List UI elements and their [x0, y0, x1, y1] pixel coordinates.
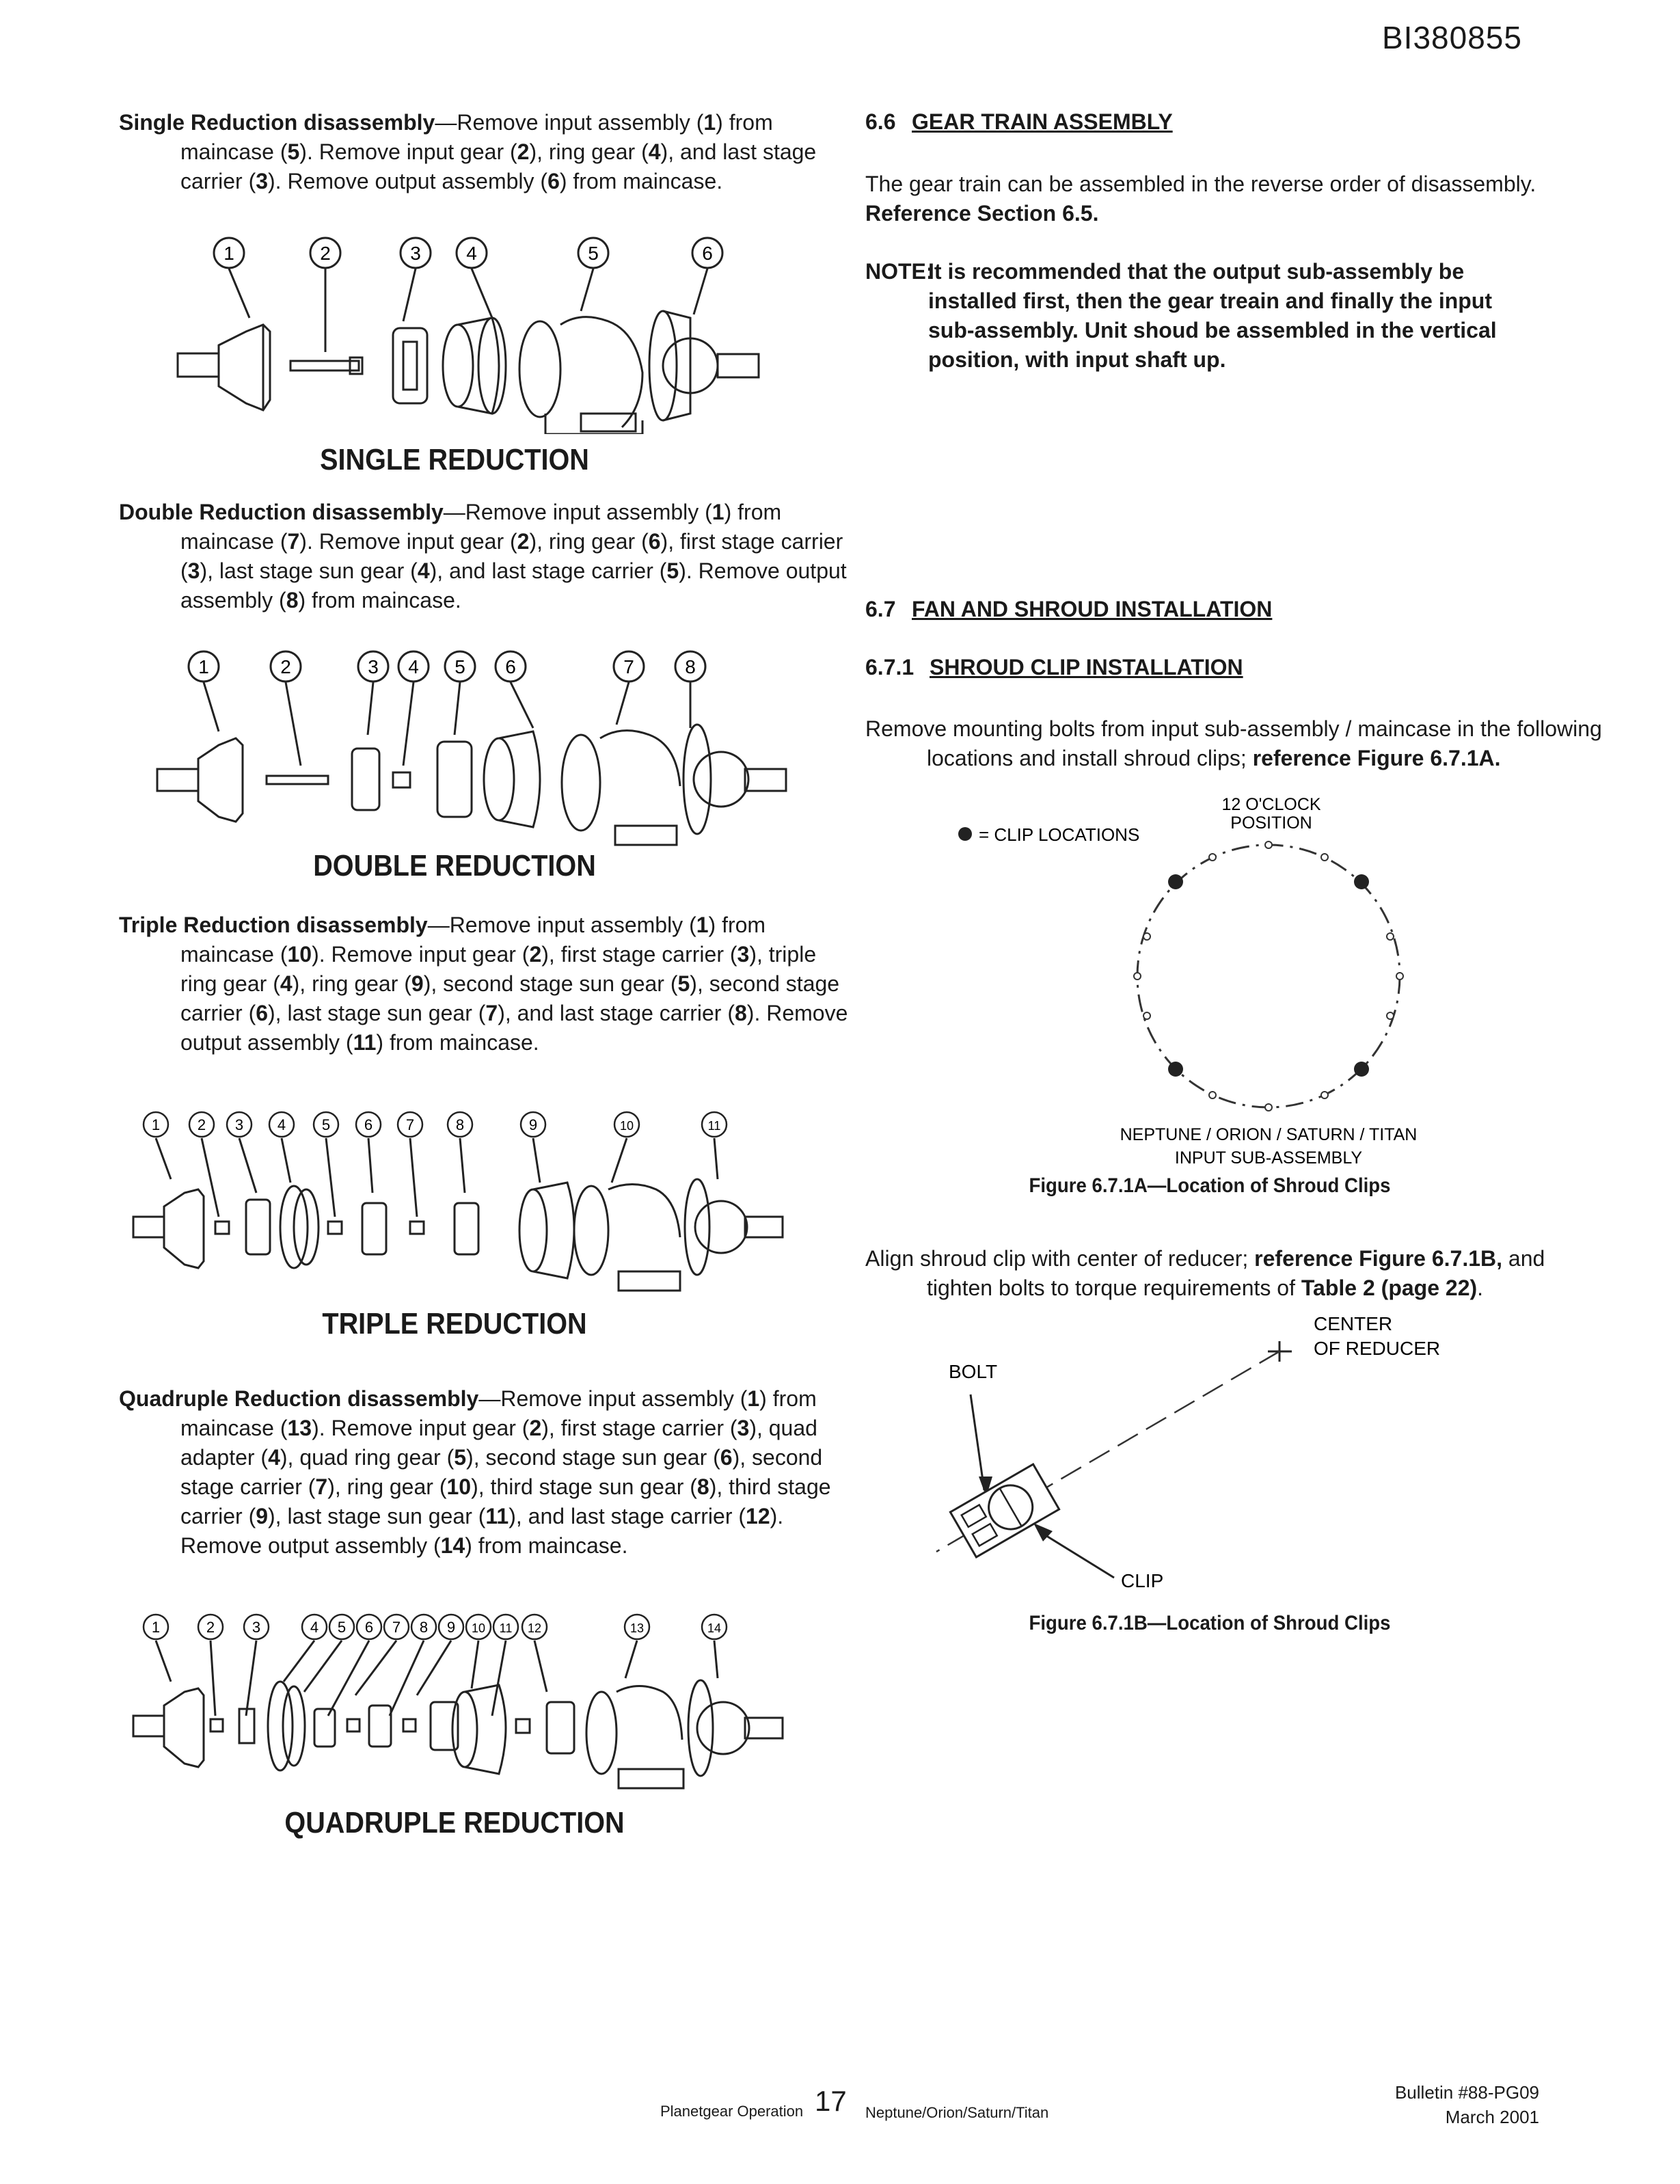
- callout-label: 4: [277, 1116, 286, 1133]
- bold-reference: 1: [712, 500, 724, 524]
- bold-reference: 6: [648, 529, 661, 554]
- section-6-6-body: [865, 170, 1542, 228]
- text-run: ) from maincase.: [465, 1533, 628, 1558]
- callout-label: 3: [234, 1116, 244, 1133]
- text-run: —Remove input assembly (: [443, 500, 712, 524]
- bold-reference: 1: [747, 1386, 760, 1411]
- bold-reference: 4: [280, 971, 293, 996]
- quadruple-reduction-diagram: [130, 1606, 793, 1791]
- text-run: ). Remove input gear (: [299, 139, 517, 164]
- callout-label: 3: [252, 1619, 261, 1636]
- bold-reference: 5: [287, 139, 300, 164]
- position-label: POSITION: [1230, 813, 1312, 833]
- bold-reference: 6: [547, 169, 560, 193]
- figure-6-7-1a-diagram: [943, 786, 1504, 1196]
- callout-label: 8: [685, 656, 696, 677]
- section-title: FAN AND SHROUD INSTALLATION: [912, 597, 1273, 621]
- note-block: [865, 257, 1542, 372]
- callout-label: 9: [446, 1619, 456, 1636]
- text-run: ), ring gear (: [327, 1474, 447, 1499]
- align-instruction: [865, 1244, 1603, 1303]
- section-title: GEAR TRAIN ASSEMBLY: [912, 109, 1173, 134]
- bold-reference: 8: [734, 1001, 747, 1025]
- callout-label: 5: [588, 243, 599, 264]
- text-run: —Remove input assembly (: [427, 913, 696, 937]
- triple-reduction-text: [119, 911, 854, 1057]
- bold-reference: 4: [417, 558, 430, 583]
- callout-label: 2: [206, 1619, 215, 1636]
- text-run: ), last stage sun gear (: [268, 1504, 486, 1528]
- text-run: ), ring gear (: [529, 139, 649, 164]
- bulletin-date: March 2001: [1445, 2107, 1539, 2127]
- input-sub-assembly-label: INPUT SUB-ASSEMBLY: [1174, 1148, 1363, 1168]
- double-reduction-lead: Double Reduction disassembly: [119, 500, 444, 524]
- shroud-clip: [950, 1464, 1059, 1557]
- figure-6-7-1b-caption: Figure 6.7.1B—Location of Shroud Clips: [1029, 1612, 1391, 1634]
- callout-label: 4: [310, 1619, 319, 1636]
- text-run: ). Remove output assembly (: [180, 558, 847, 612]
- text-run: ), last stage sun gear (: [268, 1001, 486, 1025]
- bold-reference: 2: [529, 942, 542, 967]
- bold-reference: 10: [446, 1474, 472, 1499]
- single-reduction-text: [119, 108, 854, 196]
- bold-reference: 5: [677, 971, 690, 996]
- text-run: ) from maincase (: [180, 110, 773, 164]
- callout-label: 8: [455, 1116, 465, 1133]
- clip-locations: [1168, 874, 1369, 1077]
- callout-label: 12: [527, 1621, 542, 1635]
- text-run: ). Remove input gear (: [312, 1416, 530, 1440]
- clip-legend: = CLIP LOCATIONS: [979, 824, 1140, 845]
- callout-label: 5: [337, 1619, 347, 1636]
- single-reduction-title: SINGLE REDUCTION: [320, 443, 589, 476]
- bold-reference: 10: [287, 942, 312, 967]
- text-run: ), quad adapter (: [180, 1416, 817, 1470]
- text-run: ), second stage carrier (: [180, 971, 840, 1025]
- bold-reference: 1: [696, 913, 709, 937]
- align-end: .: [1477, 1276, 1484, 1300]
- bold-reference: 7: [287, 529, 300, 554]
- bold-reference: 11: [485, 1504, 509, 1528]
- bulletin-number: Bulletin #88-PG09: [1394, 2082, 1539, 2103]
- section-6-7-1-text: Remove mounting bolts from input sub-assembly / maincase in the following locations and install shroud clips;: [865, 716, 1602, 770]
- footer-left: Planetgear Operation: [660, 2103, 804, 2120]
- text-run: ), quad ring gear (: [280, 1445, 455, 1470]
- bold-reference: 9: [411, 971, 424, 996]
- callout-label: 3: [368, 656, 379, 677]
- bold-reference: 2: [517, 139, 530, 164]
- callout-label: 5: [321, 1116, 331, 1133]
- bold-reference: 5: [666, 558, 679, 583]
- callout-label: 10: [471, 1621, 486, 1635]
- text-run: ), and last stage carrier (: [509, 1504, 746, 1528]
- text-run: ), third stage carrier (: [180, 1474, 831, 1528]
- model-label: NEPTUNE / ORION / SATURN / TITAN: [1120, 1125, 1418, 1144]
- bold-reference: 12: [746, 1504, 770, 1528]
- note-label: NOTE:: [865, 259, 934, 284]
- quadruple-reduction-text: [119, 1384, 854, 1561]
- callout-label: 9: [528, 1116, 538, 1133]
- center-label: CENTER: [1314, 1313, 1393, 1334]
- clip-label: CLIP: [1121, 1570, 1164, 1591]
- text-run: ), and last stage carrier (: [429, 558, 667, 583]
- bold-reference: 4: [268, 1445, 280, 1470]
- callout-label: 13: [629, 1621, 645, 1635]
- text-run: ), and last stage carrier (: [498, 1001, 735, 1025]
- callout-label: 2: [197, 1116, 206, 1133]
- note-text: It is recommended that the output sub-assembly be installed first, then the gear treain and finally the input sub-assembly. Unit shoud be assembled in the vertical position, with input shaft up.: [928, 259, 1497, 372]
- bold-reference: 6: [720, 1445, 733, 1470]
- quadruple-callouts: [144, 1615, 727, 1639]
- callout-label: 4: [466, 243, 477, 264]
- triple-reduction-diagram: [130, 1104, 793, 1295]
- callout-label: 1: [151, 1619, 161, 1636]
- callout-label: 11: [499, 1621, 513, 1635]
- text-run: ) from maincase (: [180, 500, 782, 554]
- section-6-7-1-body: [865, 714, 1603, 773]
- double-reduction-title: DOUBLE REDUCTION: [313, 849, 596, 882]
- callout-label: 7: [392, 1619, 401, 1636]
- figure-6-7-1a-caption: Figure 6.7.1A—Location of Shroud Clips: [1029, 1174, 1391, 1197]
- callout-label: 6: [505, 656, 516, 677]
- twelve-oclock-label: 12 O'CLOCK: [1221, 795, 1321, 814]
- callout-label: 14: [707, 1621, 722, 1635]
- callout-label: 6: [702, 243, 713, 264]
- text-run: ) from maincase.: [376, 1030, 539, 1055]
- callout-label: 7: [405, 1116, 415, 1133]
- bold-reference: 7: [485, 1001, 498, 1025]
- text-run: ), second stage sun gear (: [423, 971, 678, 996]
- bold-reference: 7: [315, 1474, 328, 1499]
- bolt-label: BOLT: [949, 1361, 998, 1382]
- figure-6-7-1b-diagram: [916, 1306, 1490, 1600]
- triple-callouts: [144, 1112, 727, 1137]
- bold-reference: 2: [517, 529, 530, 554]
- double-callouts: [189, 651, 705, 682]
- text-run: ), first stage carrier (: [180, 529, 843, 583]
- section-6-6-text: The gear train can be assembled in the reverse order of disassembly.: [865, 172, 1536, 196]
- text-run: ), third stage sun gear (: [471, 1474, 697, 1499]
- text-run: ), first stage carrier (: [541, 1416, 737, 1440]
- section-6-6-reference: Reference Section 6.5.: [865, 201, 1099, 226]
- callout-label: 1: [198, 656, 209, 677]
- bold-reference: 14: [440, 1533, 465, 1558]
- quadruple-reduction-title: QUADRUPLE REDUCTION: [284, 1806, 625, 1839]
- callout-label: 11: [707, 1119, 721, 1133]
- callout-label: 2: [280, 656, 291, 677]
- text-run: —Remove input assembly (: [478, 1386, 748, 1411]
- text-run: ) from maincase (: [180, 1386, 817, 1440]
- align-reference: reference Figure 6.7.1B,: [1254, 1246, 1502, 1271]
- section-6-6-heading: [865, 109, 1173, 135]
- text-run: ), first stage carrier (: [541, 942, 737, 967]
- text-run: ) from maincase (: [180, 913, 766, 967]
- section-6-7-heading: [865, 597, 1272, 622]
- single-reduction-diagram: [171, 229, 772, 434]
- text-run: ), second stage sun gear (: [466, 1445, 720, 1470]
- footer-center: Neptune/Orion/Saturn/Titan: [865, 2104, 1049, 2121]
- bold-reference: 8: [286, 588, 299, 612]
- section-6-7-1-heading: [865, 655, 1243, 680]
- callout-label: 7: [623, 656, 634, 677]
- text-run: ), triple ring gear (: [180, 942, 817, 996]
- table-reference: Table 2 (page 22): [1301, 1276, 1478, 1300]
- text-run: ). Remove output assembly (: [268, 169, 548, 193]
- align-text: Align shroud clip with center of reducer;: [865, 1246, 1255, 1271]
- single-callouts: [214, 238, 722, 268]
- callout-label: 5: [455, 656, 465, 677]
- triple-reduction-lead: Triple Reduction disassembly: [119, 913, 428, 937]
- align-text-2: and tighten bolts to torque requirements of: [927, 1246, 1545, 1300]
- bold-reference: 3: [187, 558, 200, 583]
- bold-reference: 1: [703, 110, 716, 135]
- quadruple-reduction-lead: Quadruple Reduction disassembly: [119, 1386, 479, 1411]
- text-run: ). Remove output assembly (: [180, 1504, 784, 1558]
- bold-reference: 2: [529, 1416, 542, 1440]
- callout-label: 3: [410, 243, 421, 264]
- of-reducer-label: OF REDUCER: [1314, 1338, 1441, 1359]
- callout-label: 8: [419, 1619, 429, 1636]
- bold-reference: 5: [454, 1445, 467, 1470]
- bold-reference: 3: [737, 1416, 750, 1440]
- callout-label: 6: [364, 1619, 374, 1636]
- callout-label: 1: [223, 243, 234, 264]
- page-number: 17: [815, 2085, 847, 2117]
- section-number: 6.7: [865, 597, 896, 621]
- callout-label: 10: [619, 1119, 634, 1133]
- bold-reference: 6: [256, 1001, 269, 1025]
- bold-reference: 9: [256, 1504, 269, 1528]
- bold-reference: 3: [737, 942, 750, 967]
- double-reduction-text: [119, 498, 854, 615]
- bold-reference: 3: [256, 169, 269, 193]
- double-reduction-diagram: [150, 643, 793, 848]
- text-run: ), second stage carrier (: [180, 1445, 823, 1499]
- section-title: SHROUD CLIP INSTALLATION: [930, 655, 1243, 679]
- text-run: ), last stage sun gear (: [200, 558, 418, 583]
- text-run: ), ring gear (: [292, 971, 411, 996]
- text-run: ) from maincase.: [559, 169, 723, 193]
- text-run: ), and last stage carrier (: [180, 139, 817, 193]
- triple-reduction-title: TRIPLE REDUCTION: [322, 1307, 587, 1340]
- quadruple-reduction-body: [180, 1386, 831, 1558]
- callout-label: 1: [151, 1116, 161, 1133]
- callout-label: 2: [320, 243, 331, 264]
- section-number: 6.7.1: [865, 655, 914, 679]
- bold-reference: 11: [353, 1030, 377, 1055]
- text-run: ). Remove input gear (: [312, 942, 530, 967]
- section-number: 6.6: [865, 109, 896, 134]
- text-run: ). Remove output assembly (: [180, 1001, 848, 1055]
- text-run: —Remove input assembly (: [435, 110, 704, 135]
- text-run: ) from maincase.: [298, 588, 461, 612]
- callout-label: 6: [364, 1116, 373, 1133]
- bold-reference: 13: [287, 1416, 312, 1440]
- bold-reference: 8: [696, 1474, 709, 1499]
- document-number: BI380855: [1382, 20, 1522, 55]
- section-6-7-1-reference: reference Figure 6.7.1A.: [1252, 746, 1501, 770]
- single-reduction-lead: Single Reduction disassembly: [119, 110, 435, 135]
- bold-reference: 4: [648, 139, 661, 164]
- callout-label: 4: [408, 656, 419, 677]
- text-run: ). Remove input gear (: [299, 529, 517, 554]
- text-run: ), ring gear (: [529, 529, 649, 554]
